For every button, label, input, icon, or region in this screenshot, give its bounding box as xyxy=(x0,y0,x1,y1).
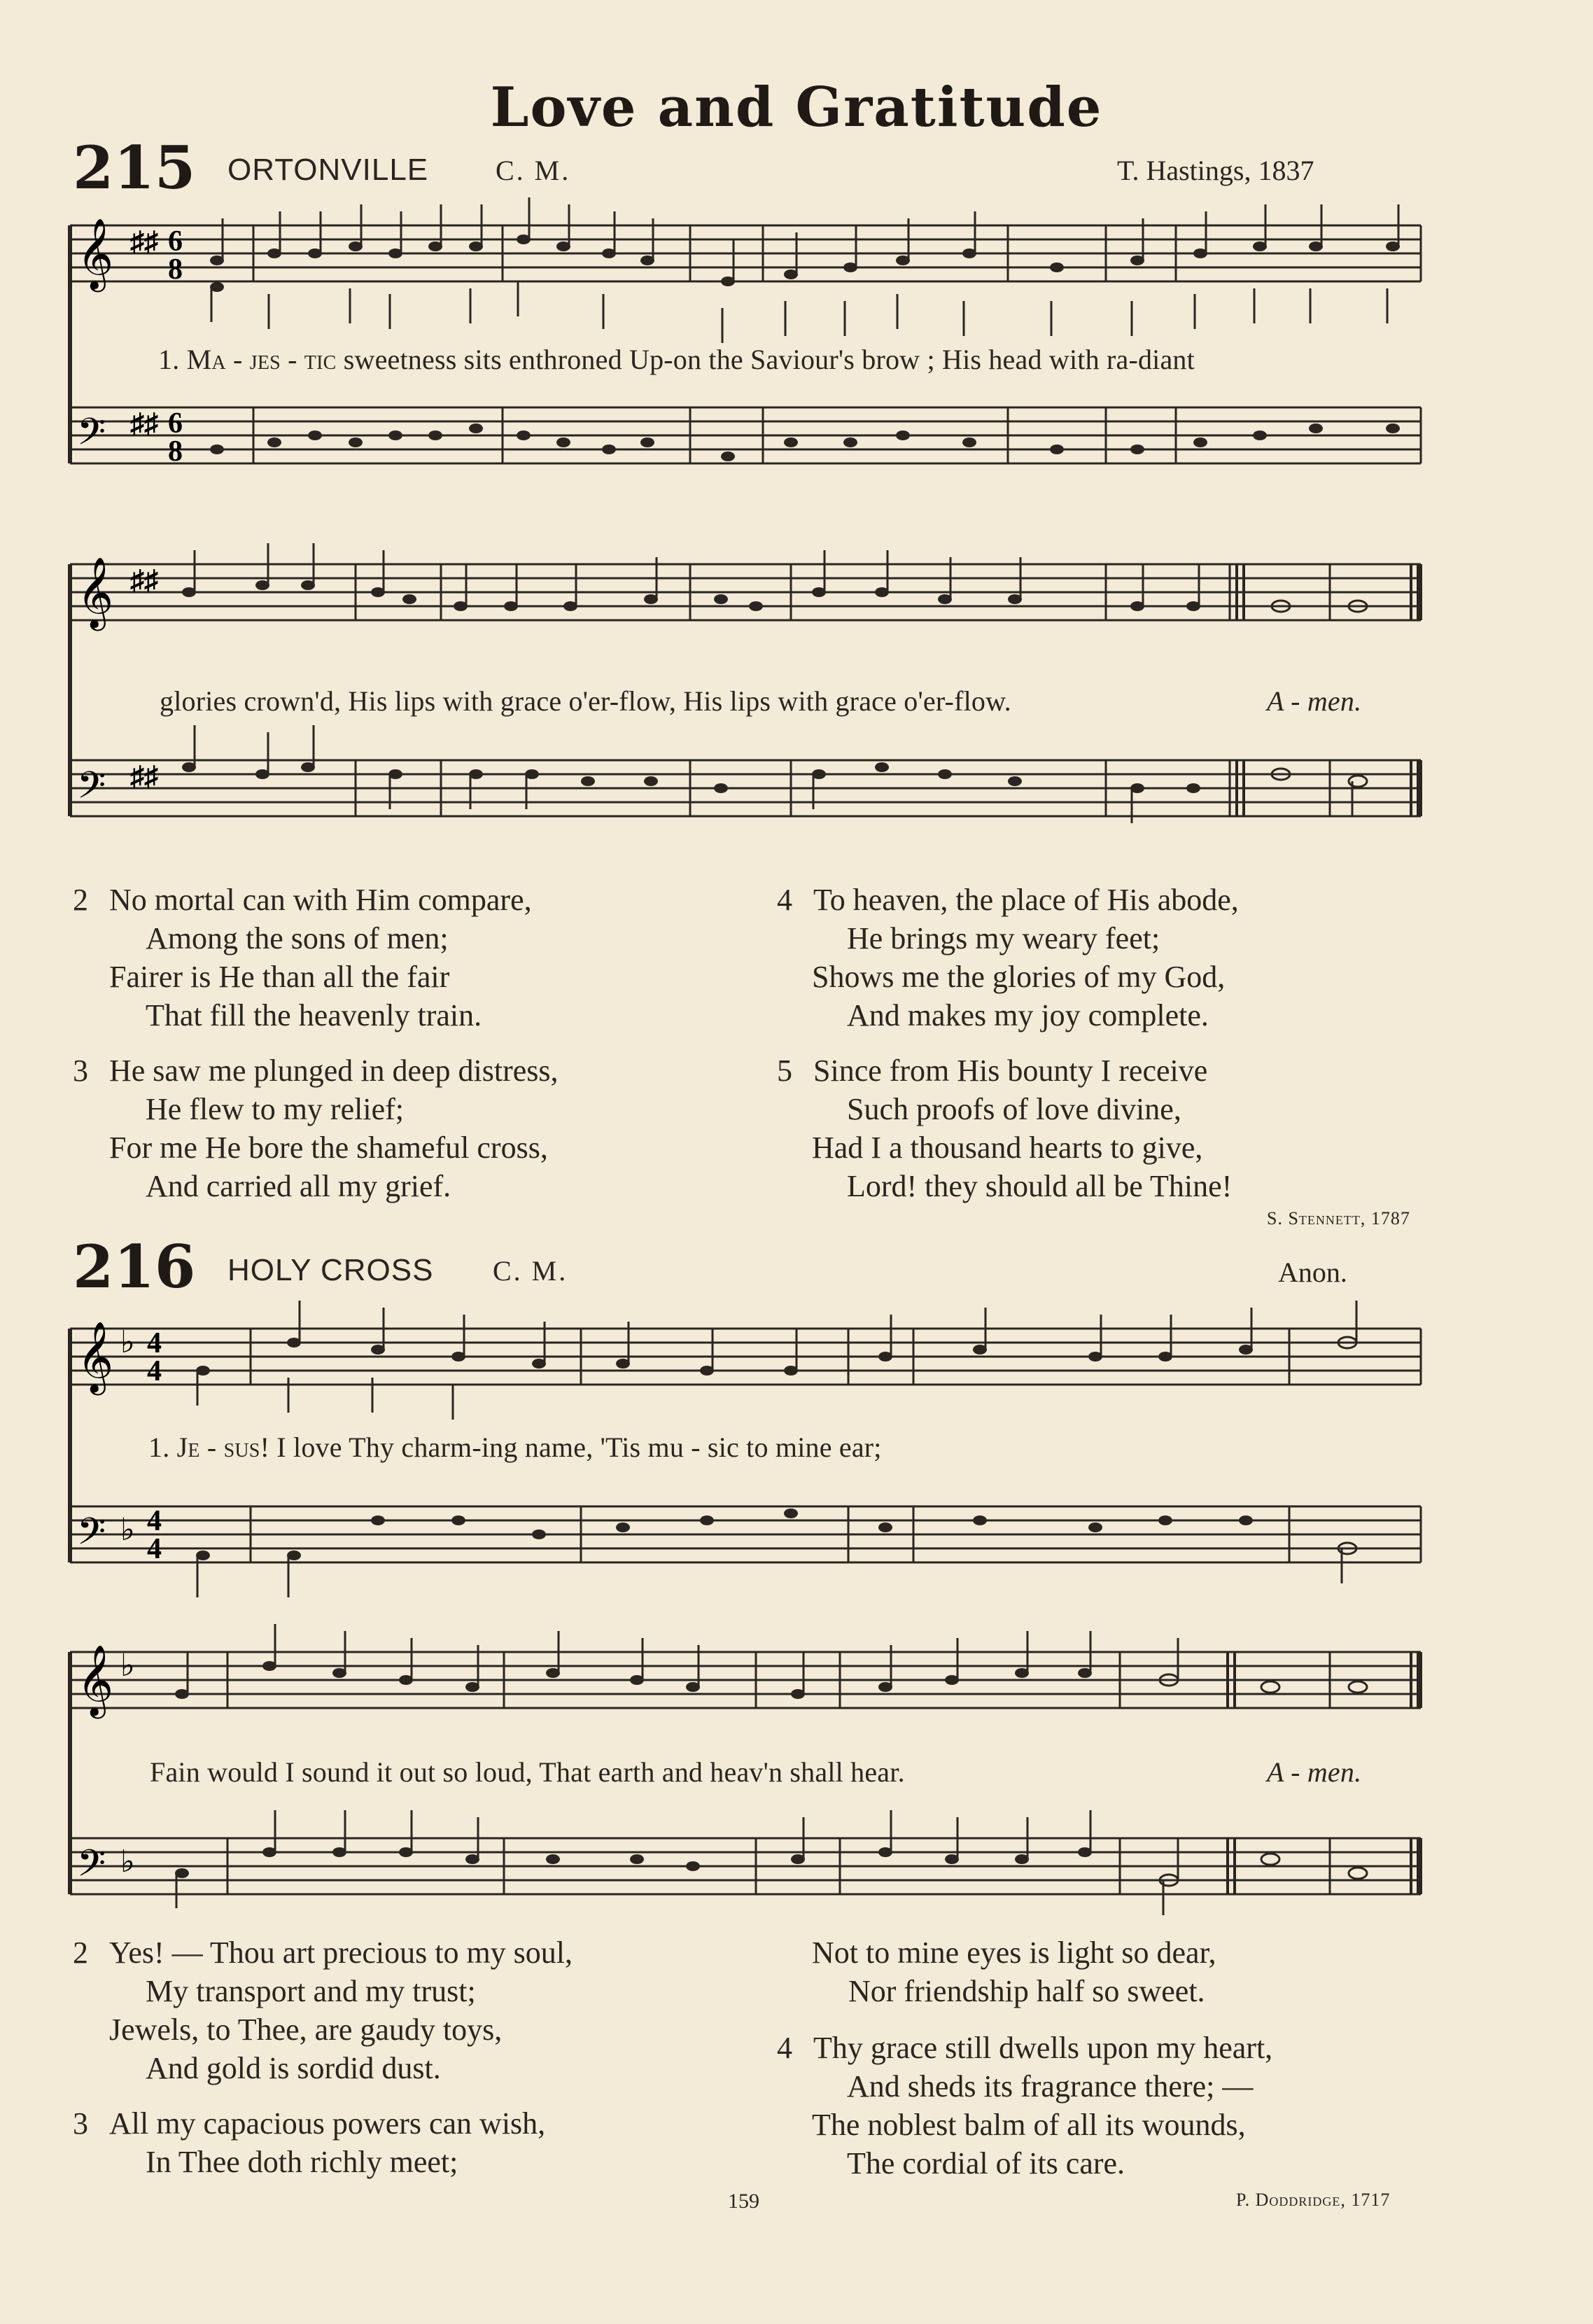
verse-3: 3 All my capacious powers can wish, In Thee doth richly meet; xyxy=(73,2106,546,2179)
svg-text:𝄢: 𝄢 xyxy=(77,1511,106,1562)
svg-text:𝄢: 𝄢 xyxy=(77,764,106,816)
svg-text:♭: ♭ xyxy=(120,1844,135,1879)
verse-2: 2 No mortal can with Him compare, Among the sons of men; Fairer is He than all the fair That fill the heavenly train. xyxy=(73,883,532,1032)
verse-5: 5 Since from His bounty I receive Such proofs of love divine, Had I a thousand hearts to give, Lord! they should all be Thine! xyxy=(777,1054,1233,1203)
amen-label: A - men. xyxy=(1267,1756,1362,1788)
tune-name: ORTONVILLE xyxy=(227,153,429,187)
meter: C. M. xyxy=(496,155,571,186)
svg-text:8: 8 xyxy=(168,253,183,286)
svg-text:𝄞: 𝄞 xyxy=(77,1644,114,1716)
svg-text:𝄢: 𝄢 xyxy=(77,1842,106,1894)
lyrics-line: Fain would I sound it out so loud, That earth and heav'n shall hear. xyxy=(150,1756,905,1788)
lyrics-line: 1. Je - sus! I love Thy charm-ing name, 'Tis mu - sic to mine ear; xyxy=(148,1432,882,1463)
svg-text:𝄞: 𝄞 xyxy=(77,556,114,628)
tune-name: HOLY CROSS xyxy=(227,1253,434,1287)
svg-text:6: 6 xyxy=(168,225,183,258)
amen-label: A - men. xyxy=(1267,685,1362,717)
lyrics-line: 1. Ma - jes - tic sweetness sits enthroned Up-on the Saviour's brow ; His head with ra-diant xyxy=(158,344,1195,375)
section-title: Love and Gratitude xyxy=(490,76,1103,139)
composer: Anon. xyxy=(1278,1256,1347,1288)
svg-text:♭: ♭ xyxy=(120,1325,135,1359)
svg-text:𝄞: 𝄞 xyxy=(77,217,114,289)
svg-text:4: 4 xyxy=(147,1533,162,1565)
lyrics-line: glories crown'd, His lips with grace o'er-flow, His lips with grace o'er-flow. xyxy=(160,685,1011,717)
verse-3: 3 He saw me plunged in deep distress, He flew to my relief; For me He bore the shameful cross, And carried all my grief. xyxy=(73,1054,559,1203)
svg-text:8: 8 xyxy=(168,435,183,468)
hymn-number: 215 xyxy=(73,133,196,202)
verse-3-continued: Not to mine eyes is light so dear, Nor friendship half so sweet. xyxy=(812,1935,1216,2008)
page-number: 159 xyxy=(728,2190,759,2213)
hymn-number: 216 xyxy=(73,1232,196,1301)
verse-2: 2 Yes! — Thou art precious to my soul, My transport and my trust; Jewels, to Thee, are gaudy toys, And gold is sordid dust. xyxy=(73,1935,573,2085)
svg-text:𝄢: 𝄢 xyxy=(77,411,106,463)
verse-4: 4 To heaven, the place of His abode, He brings my weary feet; Shows me the glories of my God, And makes my joy complete. xyxy=(777,883,1239,1032)
svg-text:𝄞: 𝄞 xyxy=(77,1320,114,1392)
bass-staff xyxy=(70,407,1421,463)
author-attribution: S. Stennett, 1787 xyxy=(1267,1208,1410,1228)
svg-text:♭: ♭ xyxy=(120,1648,135,1683)
svg-text:♯♯: ♯♯ xyxy=(130,564,158,596)
verse-4: 4 Thy grace still dwells upon my heart, And sheds its fragrance there; — The noblest balm of all its wounds, The cordial of its care. xyxy=(777,2031,1273,2180)
svg-text:♯♯: ♯♯ xyxy=(130,225,158,257)
svg-text:♭: ♭ xyxy=(120,1513,135,1547)
author-attribution: P. Doddridge, 1717 xyxy=(1236,2190,1391,2210)
svg-text:♯♯: ♯♯ xyxy=(130,407,158,439)
svg-text:6: 6 xyxy=(168,407,183,440)
svg-text:4: 4 xyxy=(147,1355,162,1387)
svg-text:4: 4 xyxy=(147,1327,162,1359)
composer: T. Hastings, 1837 xyxy=(1117,155,1314,186)
svg-text:♯♯: ♯♯ xyxy=(130,760,158,792)
meter: C. M. xyxy=(493,1255,568,1287)
svg-text:4: 4 xyxy=(147,1505,162,1537)
